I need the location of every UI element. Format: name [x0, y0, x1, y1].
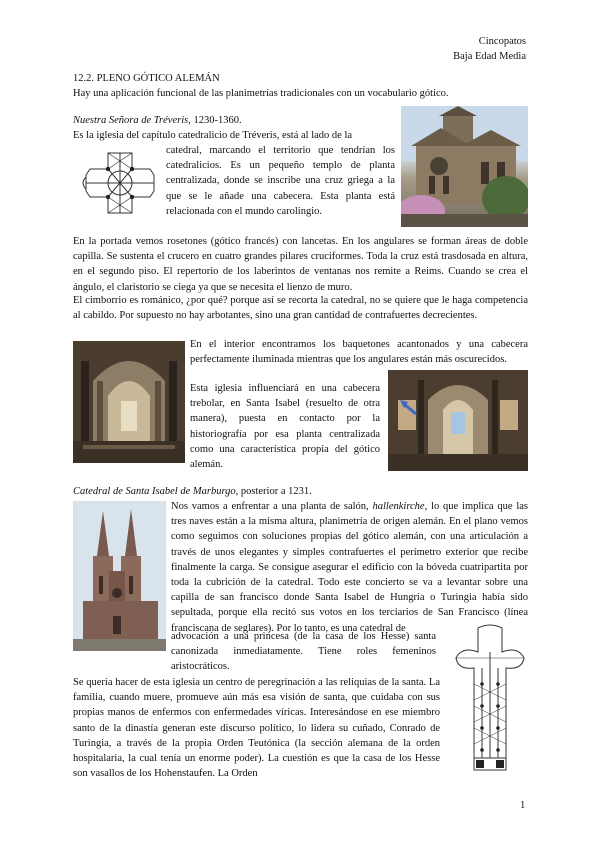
page-number: 1 [520, 800, 526, 811]
intro-paragraph: Hay una aplicación funcional de las planimetrías tradicionales con un vocabulario gótico. [73, 88, 449, 99]
treveris-exterior-photo [401, 106, 528, 227]
treveris-floor-plan [80, 147, 160, 219]
marburgo-exterior-photo [73, 501, 166, 651]
treveris-p2: En la portada vemos rosetones (gótico francés) con lancetas. En los angulares se forman áreas de doble capilla. Se sustenta el crucero en cuatro grandes pilares cruciformes. Toda la cruz está trasdosada en altura, en el segundo piso. El repertorio de los laberintos de ventanas nos remite a Reims. Cuando se crea el ángulo, el claristorio se ciega ya que se necesita el lienzo de muro. [73, 236, 528, 293]
treveris-p1-rest: catedral, marcando el territorio que tendrían los catedralicios. Es un pequeño templo de planta centralizada, donde se inscribe una cruz griega a la que se le añade una cabecera. Esta planta está relacionada con el mundo carolingio. [166, 145, 395, 217]
treveris-interior-photo [73, 341, 185, 463]
marburgo-term-hallenkirche: hallenkirche [372, 501, 425, 512]
header-title: Cincopatos [478, 36, 526, 47]
marburgo-heading-name: Catedral de Santa Isabel de Marburgo [73, 486, 236, 497]
section-title: 12.2. PLENO GÓTICO ALEMÁN [73, 73, 220, 84]
treveris-heading [73, 113, 393, 128]
treveris-p3: El cimborrio es románico, ¿por qué? porque así se recorta la catedral, no se quiere que le haga competencia al cabildo. Por supuesto no hay arbotantes, sino una gran cantidad de contrafuertes decrecientes. [73, 295, 528, 322]
marburgo-p1-body: , lo que implica que las tres naves están a la misma altura, planimetría de origen alemán. En el plano vemos como seguimos con soluciones propias del gótico alemán, con una articulación a través de unos elegantes y simples contrafuertes el perímetro exterior que recibe finalmente la carga. Se consigue asegurar el edificio con la bóveda cuatripartita por toda la cubrición de la catedral. Todo este concierto se va a levantar sobre una capilla de san francisco donde Santa Isabel de Hungría o Turingia había sido sepultada, porque ella recitó sus votos en los terciarios de San Francisco (línea franciscana de seglares). Por lo tanto, es una catedral de [171, 501, 528, 634]
marburgo-heading-date: , posterior a 1231. [235, 486, 312, 497]
header-subtitle: Baja Edad Media [453, 51, 526, 62]
marburgo-p1-continuation: advocación a una princesa (de la casa de los Hesse) santa canonizada inmediatamente. Tiene roles femeninos aristocráticos. [171, 631, 436, 673]
treveris-nave-photo [388, 370, 528, 471]
treveris-heading-date: , 1230-1360. [188, 115, 242, 126]
marburgo-p1 [171, 499, 528, 636]
treveris-p1-first: Es la iglesia del capítulo catedralicio de Tréveris, está al lado de la [73, 130, 353, 141]
marburgo-floor-plan [452, 624, 528, 772]
treveris-p4: En el interior encontramos los baquetones acantonados y una cabecera perfectamente iluminada mientras que los angulares están más oscurecidos. [190, 339, 528, 366]
marburgo-p2: Se quería hacer de esta iglesia un centro de peregrinación a las reliquias de la santa. La familia, cuando muere, promueve aún más esa visión de santa, que cuidaba con sus propias manos de enfermos con enfermedades víricas. Interesándose en ese miembro santo de la dinastía generan este discurso político, lo lidera su cuñado, Conrado de Turingia, a través de la propia Orden Teutónica (la sección alemana de la orden hospitalaria, la cual tenía un enorme poder). La cuestión es que la casa de los Hesse son vasallos de los Hohenstaufen. La Orden [73, 677, 440, 780]
marburgo-heading [73, 484, 528, 499]
marburgo-p1-start: Nos vamos a enfrentar a una planta de salón, [171, 501, 373, 512]
treveris-p5: Esta iglesia influenciará en una cabecera trebolar, en Santa Isabel (resuelto de otra manera), puesta en contacto por la historiografía por esa planta centralizada como una característica propia del gótico alemán. [190, 383, 380, 471]
treveris-heading-name: Nuestra Señora de Tréveris [73, 115, 189, 126]
